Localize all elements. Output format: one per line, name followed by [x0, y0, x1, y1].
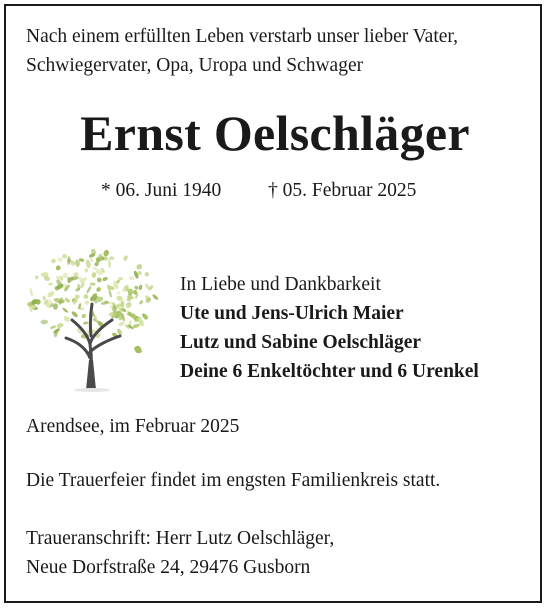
tree-leaf — [91, 272, 96, 278]
tree-leaf — [86, 285, 92, 294]
tree-leaf — [50, 325, 57, 330]
tree-leaf — [77, 306, 85, 310]
family-member: Deine 6 Enkeltöchter und 6 Urenkel — [180, 361, 479, 382]
tree-leaf — [67, 256, 71, 265]
tree-leaf — [55, 264, 62, 271]
family-member: Lutz und Sabine Oelschläger — [180, 332, 422, 353]
address-line-1: Traueranschrift: Herr Lutz Oelschläger, — [26, 528, 335, 549]
service-note: Die Trauerfeier findet im engsten Familienkreis statt. — [26, 470, 441, 491]
tree-leaf — [90, 283, 96, 286]
tree-leaf — [135, 263, 143, 271]
family-block — [180, 270, 479, 386]
tree-leaf — [64, 297, 71, 304]
falling-leaf — [134, 346, 142, 354]
tree-leaf — [108, 259, 111, 268]
tree-leaf — [62, 307, 69, 313]
tree-leaf — [144, 271, 150, 277]
address-line-2: Neue Dorfstraße 24, 29476 Gusborn — [26, 557, 311, 578]
tree-leaf — [139, 299, 144, 305]
tree-leaf — [83, 321, 89, 325]
tree-leaf — [95, 286, 101, 293]
tree-leaf — [102, 249, 110, 257]
tree-leaf — [56, 322, 64, 328]
tree-leaf — [29, 306, 36, 309]
tree-leaf — [109, 256, 114, 260]
tree-leaf — [62, 315, 71, 323]
tree-leaf — [51, 258, 57, 264]
family-member: Ute und Jens-Ulrich Maier — [180, 303, 404, 324]
tree-icon — [22, 240, 162, 392]
family-intro: In Liebe und Dankbarkeit — [180, 274, 381, 295]
tree-leaf — [152, 294, 159, 301]
tree-leaf — [29, 288, 34, 297]
tree-leaf — [42, 296, 46, 301]
tree-leaf — [81, 313, 87, 319]
tree-leaf — [128, 276, 134, 281]
tree-leaf — [134, 285, 139, 290]
tree-leaf — [116, 291, 121, 296]
death-date: † 05. Februar 2025 — [268, 180, 417, 201]
tree-leaf — [84, 268, 89, 273]
deceased-name: Ernst Oelschläger — [80, 105, 470, 161]
tree-leaf — [102, 276, 109, 281]
tree-leaf — [123, 255, 129, 262]
tree-leaf — [84, 300, 89, 305]
tree-leaf — [108, 289, 113, 298]
tree-leaf — [85, 259, 92, 269]
place-date: Arendsee, im Februar 2025 — [26, 416, 240, 437]
tree-leaf — [48, 282, 53, 285]
tree-leaf — [125, 301, 133, 309]
birth-date: * 06. Juni 1940 — [101, 180, 222, 201]
intro-line-2: Schwiegervater, Opa, Uropa und Schwager — [26, 55, 364, 76]
tree-leaf — [62, 272, 68, 279]
intro-line-1: Nach einem erfüllten Leben verstarb unser lieber Vater, — [26, 26, 458, 47]
tree-leaf — [118, 321, 126, 327]
tree-leaf — [83, 294, 89, 300]
intro-text — [26, 22, 526, 80]
tree-leaf — [40, 320, 48, 325]
tree-leaf — [96, 277, 103, 284]
tree-leaf — [138, 284, 142, 290]
tree-leaf — [46, 290, 55, 298]
tree-leaf — [35, 275, 39, 280]
tree-foliage — [27, 248, 159, 339]
tree-leaf — [62, 254, 67, 259]
tree-leaf — [71, 310, 79, 318]
mourning-address — [26, 524, 334, 582]
